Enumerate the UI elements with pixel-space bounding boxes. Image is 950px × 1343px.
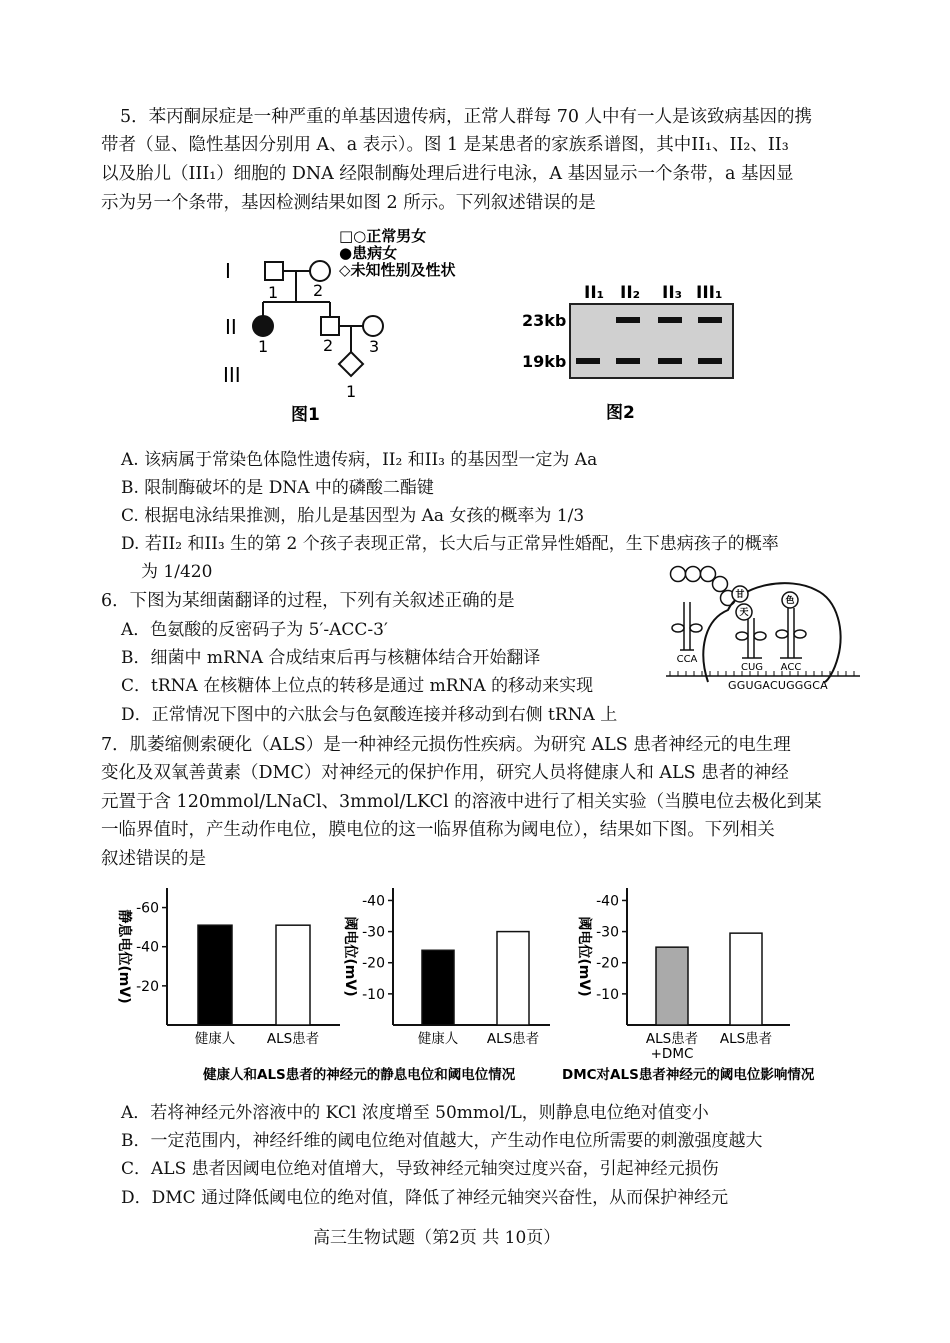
III1-number: 1 [346, 382, 357, 401]
q5-option-d: D. 若II₂ 和II₃ 生的第 2 个孩子表现正常，长大后与正常异性婚配，生下患病孩子的概率 [121, 534, 779, 554]
q5-line-2: 带者（显、隐性基因分别用 A、a 表示）。图 1 是某患者的家族系谱图，其中II₁、II₂、II₃ [101, 135, 789, 155]
q7-option-a: A．若将神经元外溶液中的 KCl 浓度增至 50mmol/L，则静息电位绝对值变小 [121, 1103, 709, 1123]
chart2-bar [422, 950, 454, 1025]
aa-label-gly: 甘 [735, 590, 745, 600]
legend-normal: □○正常男女 [339, 227, 427, 245]
I1-number: 1 [268, 283, 279, 302]
band-II2-23kb [616, 317, 640, 323]
fig1-caption: 图1 [291, 405, 320, 425]
band-II1-19kb [576, 358, 600, 364]
q7-line-3: 元置于含 120mmol/LNaCl、3mmol/LKCl 的溶液中进行了相关实验（当膜电位去极化到某 [101, 792, 822, 812]
translation-figure [660, 562, 865, 697]
chart3-category-label: ALS患者 [719, 1031, 773, 1047]
legend-affected: ●患病女 [339, 244, 398, 262]
chart3-category-label: +DMC [650, 1046, 694, 1062]
chart2-category-label: 健康人 [417, 1031, 459, 1047]
I1-male [265, 262, 283, 280]
band-II3-23kb [658, 317, 682, 323]
II1-affected-female [253, 316, 273, 336]
peptide-chain [671, 567, 736, 606]
q7-option-b: B．一定范围内，神经纤维的阈电位绝对值越大，产生动作电位所需要的刺激强度越大 [121, 1131, 763, 1151]
lane-label-II1: II₁ [584, 283, 605, 303]
trna-left [672, 602, 702, 650]
q5-option-c: C. 根据电泳结果推测，胎儿是基因型为 Aa 女孩的概率为 1/3 [121, 506, 585, 526]
gel [570, 304, 733, 378]
II1-number: 1 [258, 337, 269, 356]
q7-line-5: 叙述错误的是 [101, 849, 206, 869]
lane-label-II2: II₂ [620, 283, 641, 303]
II2-male [321, 317, 339, 335]
q5-line-4: 示为另一个条带，基因检测结果如图 2 所示。下列叙述错误的是 [101, 193, 596, 213]
q5-option-b: B. 限制酶破坏的是 DNA 中的磷酸二酯键 [121, 478, 434, 498]
chart3-tick-label: -20 [596, 955, 619, 972]
chart2-tick-label: -40 [362, 893, 385, 910]
q7-line-2: 变化及双氧善黄素（DMC）对神经元的保护作用，研究人员将健康人和 ALS 患者的神经 [101, 763, 789, 783]
chart3-bar [656, 947, 688, 1025]
chart2-tick-label: -10 [362, 986, 385, 1003]
chart1-bar [276, 925, 310, 1025]
fig2-caption: 图2 [606, 403, 635, 423]
anticodon-left: CCA [676, 654, 698, 665]
q7-line-4: 一临界值时，产生动作电位，膜电位的这一临界值称为阈电位），结果如下图。下列相关 [101, 820, 775, 840]
q6-option-b: B．细菌中 mRNA 合成结束后再与核糖体结合开始翻译 [121, 648, 541, 668]
q5-line-1: 5．苯丙酮尿症是一种严重的单基因遗传病，正常人群每 70 人中有一人是该致病基因的携 [120, 107, 813, 127]
chart1-y-label: 静息电位(mV) [116, 909, 132, 1004]
pedigree-figure [215, 222, 545, 427]
aa-label-trp: 色 [785, 596, 795, 606]
chart1-tick-label: -40 [136, 939, 159, 956]
size-label-23kb: 23kb [522, 311, 567, 330]
electrophoresis-figure [518, 276, 748, 426]
chart3-tick-label: -30 [596, 924, 619, 941]
q5-option-d-cont: 为 1/420 [141, 562, 213, 582]
band-III1-23kb [698, 317, 722, 323]
anticodon-middle: CUG [740, 662, 764, 673]
q6-option-a: A．色氨酸的反密码子为 5′-ACC-3′ [121, 620, 388, 640]
trna-right [776, 608, 806, 658]
page-footer: 高三生物试题（第2页 共 10页） [313, 1228, 561, 1248]
chart1-category-label: ALS患者 [266, 1031, 320, 1047]
gen-label-I: I [225, 259, 231, 283]
band-II3-19kb [658, 358, 682, 364]
lane-label-II3: II₃ [662, 283, 683, 303]
q7-option-d: D．DMC 通过降低阈电位的绝对值，降低了神经元轴突兴奋性，从而保护神经元 [121, 1188, 729, 1208]
caption-left: 健康人和ALS患者的神经元的静息电位和阈电位情况 [203, 1067, 516, 1083]
III1-unknown-fetus [339, 352, 363, 376]
chart3-category-label: ALS患者 [645, 1031, 699, 1047]
trna-middle [736, 618, 766, 658]
II3-number: 3 [369, 337, 380, 356]
q7-charts [110, 880, 840, 1090]
lane-label-III1: III₁ [696, 283, 723, 303]
chart1-bar [198, 925, 232, 1025]
size-label-19kb: 19kb [522, 352, 567, 371]
gen-label-III: III [223, 363, 241, 387]
gen-label-II: II [225, 315, 237, 339]
chart1-tick-label: -20 [136, 978, 159, 995]
chart1-category-label: 健康人 [194, 1031, 236, 1047]
caption-right: DMC对ALS患者神经元的阈电位影响情况 [562, 1067, 815, 1083]
chart1-tick-label: -60 [136, 900, 159, 917]
aa-label-asp: 天 [739, 608, 749, 618]
chart2-bar [497, 932, 529, 1025]
chart3-tick-label: -10 [596, 986, 619, 1003]
legend-unknown: ◇未知性别及性状 [339, 261, 456, 279]
chart2-y-label: 阈电位(mV) [342, 916, 358, 997]
q7-option-c: C．ALS 患者因阈电位绝对值增大，导致神经元轴突过度兴奋，引起神经元损伤 [121, 1159, 719, 1179]
anticodon-right: ACC [780, 662, 802, 673]
chart2-tick-label: -30 [362, 924, 385, 941]
mrna-sequence: GGUGACUGGGCA [728, 679, 828, 692]
q6-option-d: D．正常情况下图中的六肽会与色氨酸连接并移动到右侧 tRNA 上 [121, 705, 618, 725]
chart2-tick-label: -20 [362, 955, 385, 972]
band-II2-19kb [616, 358, 640, 364]
q5-option-a: A. 该病属于常染色体隐性遗传病，II₂ 和II₃ 的基因型一定为 Aa [121, 450, 598, 470]
q7-line-1: 7．肌萎缩侧索硬化（ALS）是一种神经元损伤性疾病。为研究 ALS 患者神经元的电生理 [101, 735, 791, 755]
chart2-category-label: ALS患者 [486, 1031, 540, 1047]
I2-female [310, 261, 330, 281]
q6-stem: 6．下图为某细菌翻译的过程，下列有关叙述正确的是 [101, 591, 515, 611]
I2-number: 2 [313, 281, 324, 300]
chart3-tick-label: -40 [596, 893, 619, 910]
II3-female [363, 316, 383, 336]
band-III1-19kb [698, 358, 722, 364]
chart3-bar [730, 933, 762, 1025]
chart3-y-label: 阈电位(mV) [576, 916, 592, 997]
q5-line-3: 以及胎儿（III₁）细胞的 DNA 经限制酶处理后进行电泳，A 基因显示一个条带，a 基因显 [101, 164, 794, 184]
q6-option-c: C．tRNA 在核糖体上位点的转移是通过 mRNA 的移动来实现 [121, 676, 594, 696]
II2-number: 2 [323, 336, 334, 355]
